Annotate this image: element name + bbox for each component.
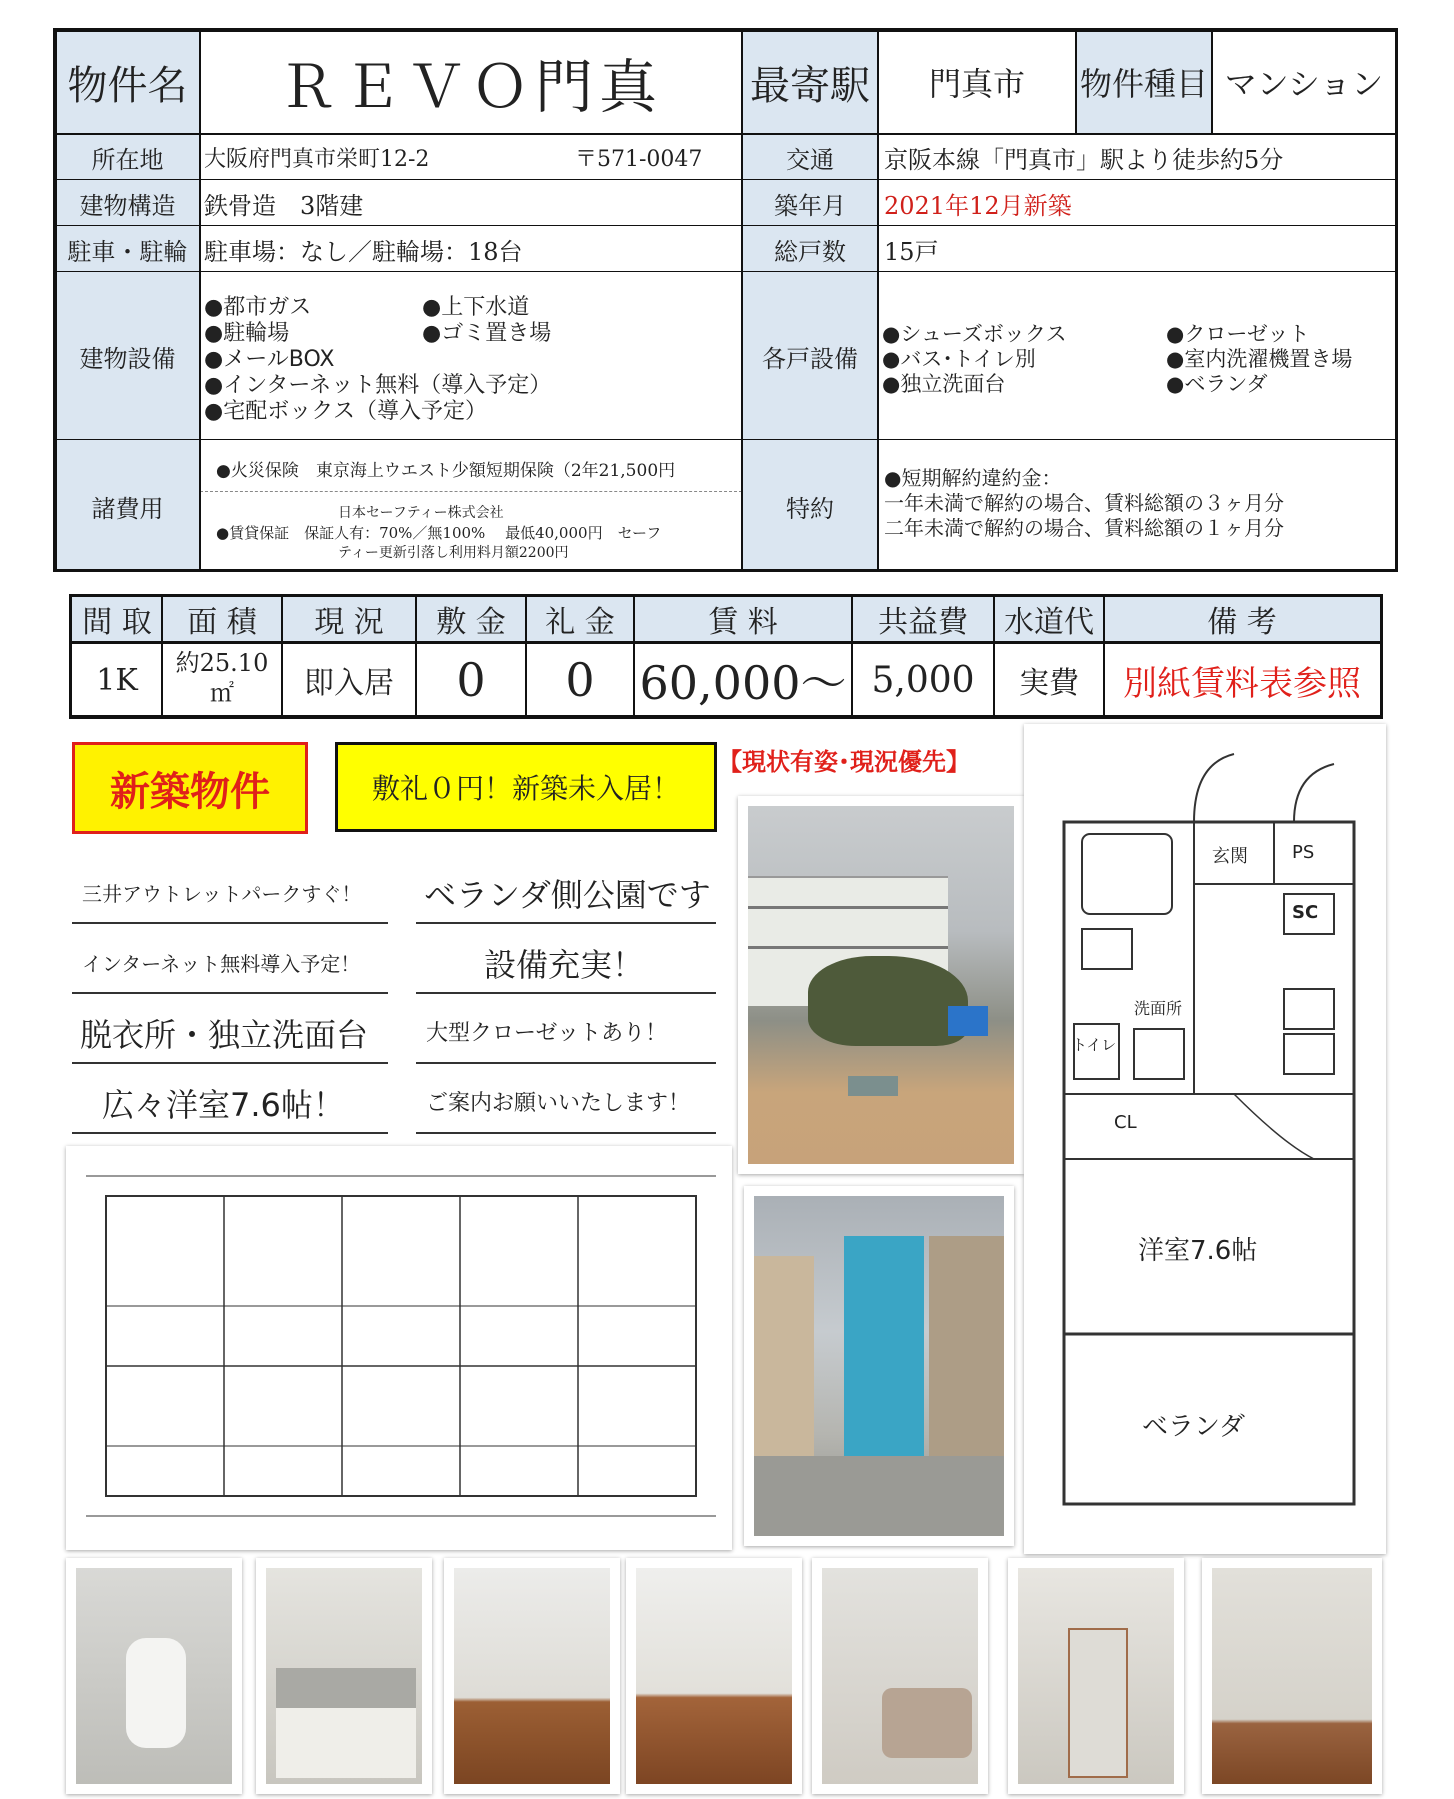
selling-point: 大型クローゼットあり！ bbox=[426, 1021, 668, 1046]
fp-toilet-label: トイレ bbox=[1072, 1036, 1117, 1054]
water-fee-value: 実費 bbox=[1019, 666, 1079, 701]
type-label-cell: 物件種目 bbox=[1076, 30, 1212, 134]
parking-label-cell: 駐車・駐輪 bbox=[55, 226, 200, 272]
structure-label-cell: 建物構造 bbox=[55, 180, 200, 226]
selling-point: ベランダ側公園です bbox=[424, 876, 711, 914]
fp-veranda-label: ベランダ bbox=[1142, 1412, 1245, 1442]
built-label-cell: 築年月 bbox=[742, 180, 878, 226]
building-floorplan-drawing bbox=[76, 1156, 722, 1540]
parking-cell: 駐車場：なし／駐輪場：18台 bbox=[204, 237, 523, 266]
rent-header: 現 況 bbox=[314, 605, 384, 640]
building-eq-item: ●都市ガス bbox=[204, 295, 312, 320]
rent-header: 礼 金 bbox=[545, 605, 615, 640]
access-cell: 京阪本線「門真市」駅より徒歩約5分 bbox=[884, 145, 1284, 174]
unit-eq-label-cell: 各戸設備 bbox=[742, 272, 878, 440]
selling-point: 脱衣所・独立洗面台 bbox=[80, 1016, 369, 1054]
fp-ps-label: PS bbox=[1292, 842, 1315, 863]
common-fee-value: 5,000 bbox=[871, 659, 975, 701]
access-label-cell: 交通 bbox=[742, 134, 878, 180]
key-money-value: 0 bbox=[565, 653, 595, 707]
special-line: 二年未満で解約の場合、賃料総額の１ヶ月分 bbox=[884, 516, 1284, 540]
interior-photo-toilet bbox=[66, 1558, 242, 1794]
interior-photo-room-2 bbox=[626, 1558, 802, 1794]
exterior-photo-building bbox=[744, 1186, 1014, 1546]
selling-point: インターネット無料導入予定！ bbox=[82, 952, 361, 976]
name-label-cell: 物件名 bbox=[55, 30, 200, 134]
building-eq-item: ●宅配ボックス（導入予定） bbox=[204, 399, 487, 424]
station-label-cell: 最寄駅 bbox=[742, 30, 878, 134]
rent-header: 賃 料 bbox=[708, 605, 778, 640]
interior-photo-bath bbox=[812, 1558, 988, 1794]
selling-point: 広々洋室7.6帖！ bbox=[102, 1086, 345, 1124]
status-value: 即入居 bbox=[304, 666, 394, 701]
building-eq-item: ●インターネット無料（導入予定） bbox=[204, 373, 552, 398]
structure-cell: 鉄骨造 3階建 bbox=[204, 191, 364, 220]
fp-genkan-label: 玄関 bbox=[1212, 846, 1248, 867]
fees-dashed-divider bbox=[200, 491, 742, 492]
unit-eq-item: ●バス･トイレ別 bbox=[882, 347, 1036, 371]
selling-point: ご案内お願いいたします！ bbox=[426, 1091, 691, 1116]
building-eq-list bbox=[204, 290, 740, 430]
special-line: ●短期解約違約金： bbox=[884, 466, 1062, 490]
building-eq-item: ●駐輪場 bbox=[204, 321, 290, 346]
unit-eq-list bbox=[882, 318, 1394, 408]
layout-value: 1K bbox=[96, 662, 138, 698]
units-cell: 15戸 bbox=[884, 237, 939, 266]
unit-floorplan bbox=[1024, 724, 1386, 1554]
remarks-value: 別紙賃料表参照 bbox=[1123, 663, 1361, 704]
fee-guarantee-cont: ティー更新引落し利用料月額2200円 bbox=[338, 545, 569, 561]
address-cell bbox=[200, 134, 742, 180]
address: 大阪府門真市栄町12-2 bbox=[204, 146, 430, 172]
fee-guarantee-company: 日本セーフティー株式会社 bbox=[338, 505, 504, 521]
rent-header: 間 取 bbox=[82, 605, 152, 640]
fee-guarantee: ●賃貸保証 保証人有：70%／無100% 最低40,000円 セーフ bbox=[216, 524, 662, 542]
special-line: 一年未満で解約の場合、賃料総額の３ヶ月分 bbox=[884, 491, 1284, 515]
selling-point: 設備充実！ bbox=[484, 946, 645, 984]
selling-point: 三井アウトレットパークすぐ！ bbox=[82, 882, 362, 906]
deposit-value: 0 bbox=[456, 653, 486, 707]
exterior-photo-park bbox=[738, 796, 1024, 1174]
building-eq-item: ●ゴミ置き場 bbox=[422, 321, 552, 346]
fee-insurance: ●火災保険 東京海上ウエスト少額短期保険（2年21,500円 bbox=[216, 461, 676, 481]
unit-eq-item: ●クローゼット bbox=[1166, 322, 1310, 346]
rent-header: 敷 金 bbox=[436, 605, 506, 640]
property-name-cell bbox=[200, 30, 742, 134]
special-label-cell: 特約 bbox=[742, 440, 878, 572]
as-is-note: 【現状有姿･現況優先】 bbox=[718, 748, 970, 776]
rent-header: 備 考 bbox=[1207, 605, 1277, 640]
built-cell: 2021年12月新築 bbox=[884, 191, 1072, 220]
postal-code: 〒571-0047 bbox=[575, 146, 703, 172]
rent-value: 60,000～ bbox=[639, 656, 847, 710]
rent-header: 共益費 bbox=[878, 605, 968, 640]
rent-header: 水道代 bbox=[1004, 605, 1094, 640]
fp-senmen-label: 洗面所 bbox=[1134, 999, 1183, 1018]
fp-sc-label: SC bbox=[1292, 902, 1319, 923]
interior-photo-room-1 bbox=[444, 1558, 620, 1794]
units-label-cell: 総戸数 bbox=[742, 226, 878, 272]
building-eq-label-cell: 建物設備 bbox=[55, 272, 200, 440]
new-building-badge: 新築物件 bbox=[72, 742, 308, 834]
property-name: ＲＥＶＯ門真 bbox=[278, 53, 663, 121]
unit-eq-item: ●ベランダ bbox=[1166, 372, 1268, 396]
building-eq-item: ●上下水道 bbox=[422, 295, 530, 320]
unit-eq-item: ●独立洗面台 bbox=[882, 372, 1006, 396]
unit-eq-item: ●シューズボックス bbox=[882, 322, 1067, 346]
address-label-cell: 所在地 bbox=[55, 134, 200, 180]
type-cell: マンション bbox=[1224, 65, 1384, 103]
special-content bbox=[884, 466, 1394, 541]
building-floorplan bbox=[66, 1146, 732, 1550]
fees-label-cell: 諸費用 bbox=[55, 440, 200, 572]
fp-room-label: 洋室7.6帖 bbox=[1138, 1236, 1258, 1266]
area-value: 約25.10 ㎡ bbox=[175, 649, 269, 707]
unit-eq-item: ●室内洗濯機置き場 bbox=[1166, 347, 1353, 371]
fp-cl-label: CL bbox=[1114, 1112, 1137, 1133]
fees-content bbox=[200, 440, 742, 572]
interior-photo-hallway bbox=[1202, 1558, 1382, 1794]
zero-deposit-badge: 敷礼０円！新築未入居！ bbox=[335, 742, 717, 832]
station-cell: 門真市 bbox=[928, 65, 1025, 103]
interior-photo-washroom bbox=[1008, 1558, 1184, 1794]
rent-header: 面 積 bbox=[187, 605, 257, 640]
building-eq-item: ●メールBOX bbox=[204, 347, 335, 372]
interior-photo-kitchen bbox=[256, 1558, 432, 1794]
